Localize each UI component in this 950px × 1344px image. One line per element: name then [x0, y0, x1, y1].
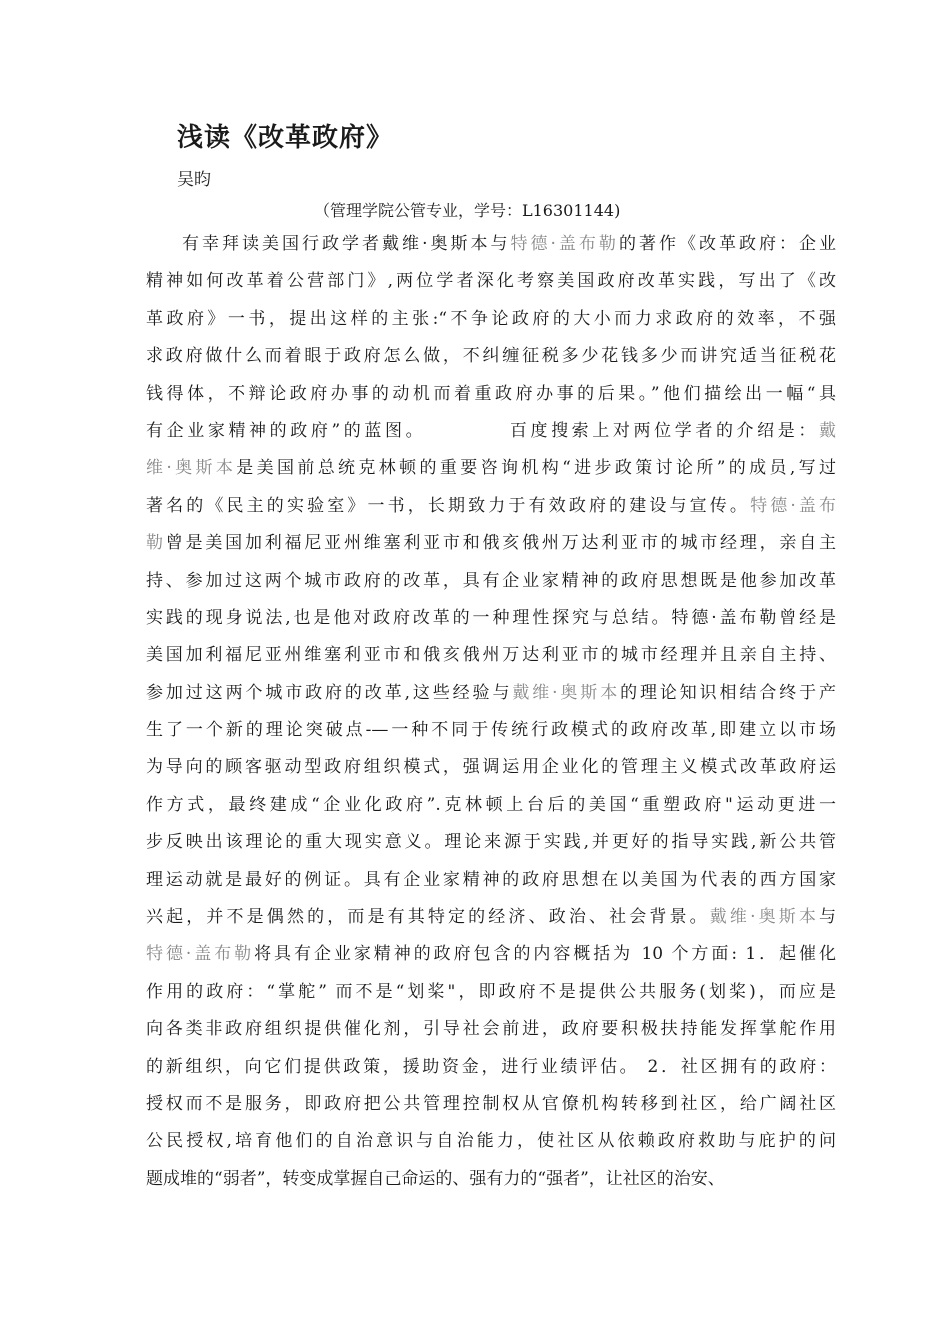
document-title: 浅读《改革政府》 [177, 123, 394, 153]
text-run: 有企业家精神的政府”的蓝图。 [146, 420, 427, 441]
body-line [146, 338, 836, 375]
text-run: 持、参加过这两个城市政府的改革，具有企业家精神的政府思想既是他参加改革 [146, 570, 836, 591]
text-run: 与 [819, 907, 836, 928]
text-run: 实践的现身说法,也是他对政府改革的一种理性探究与总结。特德·盖布勒曾经是 [146, 607, 836, 628]
body-line [146, 226, 836, 263]
highlighted-name: 特德·盖布勒 [510, 234, 619, 254]
text-run: 革政府》一书，提出这样的主张:“不争论政府的大小而力求政府的效率，不强 [146, 308, 836, 329]
body-line [146, 488, 836, 525]
highlighted-name: 戴维·奥斯本 [709, 907, 820, 928]
text-run: 美国加利福尼亚州维塞利亚市和俄亥俄州万达利亚市的城市经理并且亲自主持、 [146, 645, 836, 666]
text-run: 曾是美国加利福尼亚州维塞利亚市和俄亥俄州万达利亚市的城市经理，亲自主 [165, 533, 836, 554]
text-run: 的新组织，向它们提供政策，援助资金，进行业绩评估。 2．社区拥有的政府： [146, 1056, 836, 1077]
body-text [146, 226, 836, 1198]
text-run: 题成堆的“弱者”，转变成掌握自己命运的、强有力的“强者”，让社区的治安、 [146, 1168, 725, 1189]
body-line [146, 600, 836, 637]
body-line [146, 413, 836, 450]
text-run: 百度搜索上对两位学者的介绍是： [506, 420, 819, 441]
text-run: 作方式，最终建成“企业化政府”.克林顿上台后的美国“重塑政府"运动更进一 [146, 794, 836, 815]
text-run: 有幸拜读美国行政学者戴维·奥斯本与 [182, 234, 511, 254]
author-affiliation: （管理学院公管专业，学号：L16301144) [314, 201, 621, 220]
text-run: 精神如何改革着公营部门》,两位学者深化考察美国政府改革实践，写出了《改 [146, 271, 836, 292]
body-line [146, 450, 836, 487]
body-line [146, 1011, 836, 1048]
text-run: 授权而不是服务，即政府把公共管理控制权从官僚机构转移到社区，给广阔社区 [146, 1093, 836, 1114]
body-line [146, 936, 836, 973]
body-line [146, 824, 836, 861]
highlighted-name: 维·奥斯本 [146, 458, 237, 479]
body-line [146, 675, 836, 712]
text-run: 求政府做什么而着眼于政府怎么做，不纠缠征税多少花钱多少而讲究适当征税花 [146, 346, 836, 367]
body-line [146, 637, 836, 674]
body-line [146, 712, 836, 749]
highlighted-name: 特德·盖布 [750, 495, 836, 516]
body-line [146, 1049, 836, 1086]
text-run: 钱得体，不辩论政府办事的动机而着重政府办事的后果。”他们描绘出一幅“具 [146, 383, 836, 404]
text-run: 的著作《改革政府：企业 [618, 234, 836, 254]
text-run: 参加过这两个城市政府的改革,这些经验与 [146, 682, 513, 703]
body-line [146, 749, 836, 786]
body-line [146, 1086, 836, 1123]
body-line [146, 376, 836, 413]
text-run: 将具有企业家精神的政府包含的内容概括为 10 个方面: 1．起催化 [254, 944, 836, 965]
text-run: 作用的政府：“掌舵” 而不是“划桨"，即政府不是提供公共服务(划桨)，而应是 [146, 981, 836, 1002]
text-run: 理运动就是最好的例证。具有企业家精神的政府思想在以美国为代表的西方国家 [146, 869, 836, 890]
body-line [146, 301, 836, 338]
body-line [146, 1123, 836, 1160]
text-run: 为导向的顾客驱动型政府组织模式，强调运用企业化的管理主义模式改革政府运 [146, 757, 836, 778]
body-line [146, 263, 836, 300]
text-run: 生了一个新的理论突破点-—一种不同于传统行政模式的政府改革,即建立以市场 [146, 720, 836, 741]
body-line [146, 525, 836, 562]
text-run: 兴起，并不是偶然的，而是有其特定的经济、政治、社会背景。 [146, 907, 710, 928]
text-run: 公民授权,培育他们的自治意识与自治能力，使社区从依赖政府救助与庇护的问 [146, 1131, 836, 1152]
body-line [146, 1161, 836, 1198]
text-run: 步反映出该理论的重大现实意义。理论来源于实践,并更好的指导实践,新公共管 [146, 832, 836, 853]
highlighted-name: 戴 [819, 420, 836, 441]
text-run: 著名的《民主的实验室》一书，长期致力于有效政府的建设与宣传。 [146, 495, 751, 516]
body-line [146, 563, 836, 600]
highlighted-name: 勒 [146, 533, 166, 554]
body-line [146, 862, 836, 899]
highlighted-name: 戴维·奥斯本 [512, 682, 621, 703]
text-run: 是美国前总统克林顿的重要咨询机构“进步政策讨论所”的成员,写过 [236, 458, 836, 479]
body-line [146, 787, 836, 824]
text-run: 向各类非政府组织提供催化剂，引导社会前进，政府要积极扶持能发挥掌舵作用 [146, 1019, 836, 1040]
author-name: 吴昀 [177, 170, 211, 190]
body-line [146, 974, 836, 1011]
text-run: 的理论知识相结合终于产 [620, 682, 836, 703]
body-line [146, 899, 836, 936]
highlighted-name: 特德·盖布勒 [146, 944, 255, 965]
